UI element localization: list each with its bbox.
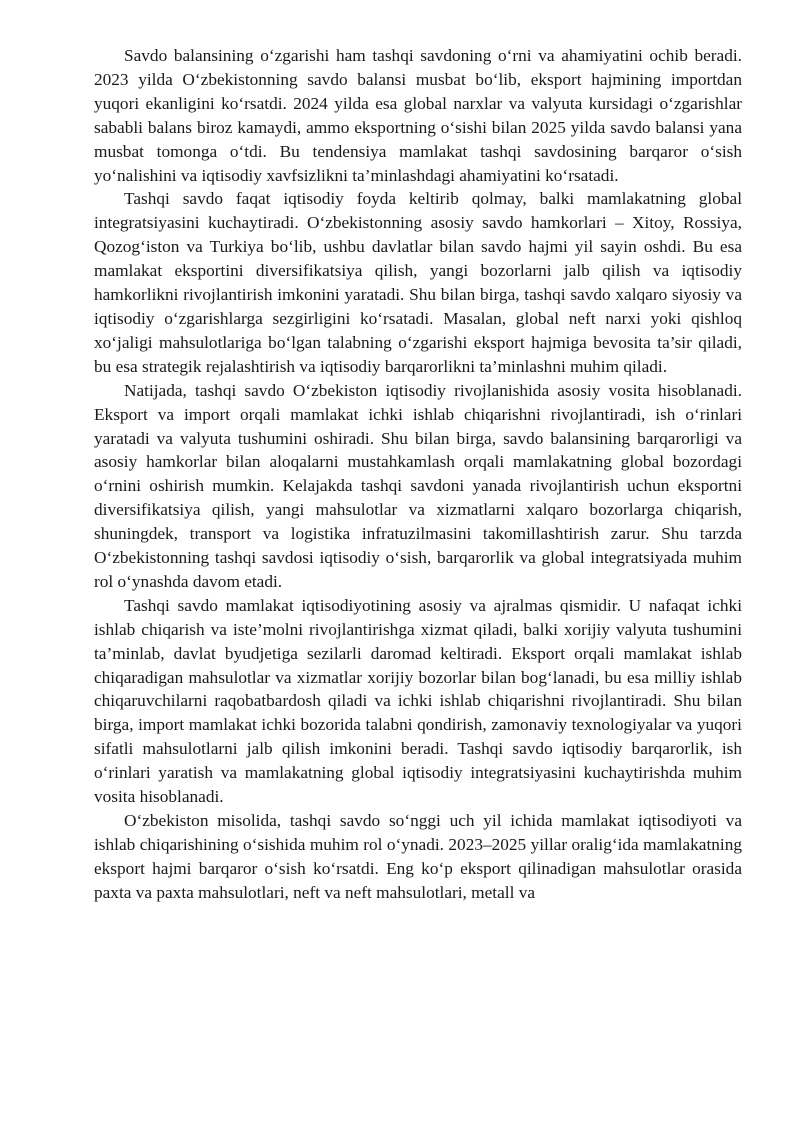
paragraph: Tashqi savdo mamlakat iqtisodiyotining asosiy va ajralmas qismidir. U nafaqat ichki ishlab chiqarish va iste’molni rivojlantirishga xizmat qiladi, balki xorijiy valyuta tushumini ta’minlab, davlat byudjetiga sezilarli daromad keltiradi. Eksport orqali mamlakat ishlab chiqaradigan mahsulotlar va xizmatlar xorijiy bozorlar bilan bog‘lanadi, bu esa milliy ishlab chiqaruvchilarni raqobatbardosh qiladi va ichki ishlab chiqarishni rivojlantiradi. Shu bilan birga, import mamlakat ichki bozorida talabni qondirish, zamonaviy texnologiyalar va yuqori sifatli mahsulotlarni jalb qilish imkonini beradi. Tashqi savdo iqtisodiy barqarorlik, ish o‘rinlari yaratish va mamlakatning global iqtisodiy integratsiyasini kuchaytirishda muhim vosita hisoblanadi. xyxy=(94,595,742,807)
paragraph: Tashqi savdo faqat iqtisodiy foyda keltirib qolmay, balki mamlakatning global integratsiyasini kuchaytiradi. O‘zbekistonning asosiy savdo hamkorlari – Xitoy, Rossiya, Qozog‘iston va Turkiya bo‘lib, ushbu davlatlar bilan savdo hajmi yil sayin oshdi. Bu esa mamlakat eksportini diversifikatsiya qilish, yangi bozorlarni jalb qilish va iqtisodiy hamkorlikni rivojlantirish imkonini yaratadi. Shu bilan birga, tashqi savdo xalqaro siyosiy va iqtisodiy o‘zgarishlarga sezgirligini ko‘rsatadi. Masalan, global neft narxi yoki qishloq xo‘jaligi mahsulotlariga bo‘lgan talabning o‘zgarishi eksport hajmiga bevosita ta’sir qiladi, bu esa strategik rejalashtirish va iqtisodiy barqarorlikni ta’minlashni muhim qiladi. xyxy=(94,189,742,376)
paragraph: Savdo balansining o‘zgarishi ham tashqi savdoning o‘rni va ahamiyatini ochib beradi. 2023 yilda O‘zbekistonning savdo balansi musbat bo‘lib, eksport hajmining importdan yuqori ekanligini ko‘rsatdi. 2024 yilda esa global narxlar va valyuta kursidagi o‘zgarishlar sababli balans biroz kamaydi, ammo eksportning o‘sishi bilan 2025 yilda savdo balansi yana musbat tomonga o‘tdi. Bu tendensiya mamlakat tashqi savdosining barqaror o‘sish yo‘nalishini va iqtisodiy xavfsizlikni ta’minlashdagi ahamiyatini ko‘rsatadi. xyxy=(94,46,742,185)
document-page xyxy=(94,44,742,905)
paragraph: Natijada, tashqi savdo O‘zbekiston iqtisodiy rivojlanishida asosiy vosita hisoblanadi. Eksport va import orqali mamlakat ichki ishlab chiqarishni rivojlantiradi, ish o‘rinlari yaratadi va valyuta tushumini oshiradi. Shu bilan birga, savdo balansining barqarorligi va asosiy hamkorlar bilan aloqalarni mustahkamlash orqali mamlakatning global bozordagi o‘rnini oshirish mumkin. Kelajakda tashqi savdoni yanada rivojlantirish uchun eksportni diversifikatsiya qilish, yangi mahsulotlar va xizmatlarni xalqaro bozorlarga chiqarish, shuningdek, transport va logistika infratuzilmasini takomillashtirish zarur. Shu tarzda O‘zbekistonning tashqi savdosi iqtisodiy o‘sish, barqarorlik va global integratsiyada muhim rol o‘ynashda davom etadi. xyxy=(94,380,742,591)
paragraph: O‘zbekiston misolida, tashqi savdo so‘nggi uch yil ichida mamlakat iqtisodiyoti va ishlab chiqarishining o‘sishida muhim rol o‘ynadi. 2023–2025 yillar oralig‘ida mamlakatning eksport hajmi barqaror o‘sish ko‘rsatdi. Eng ko‘p eksport qilinadigan mahsulotlar orasida paxta va paxta mahsulotlari, neft va neft mahsulotlari, metall va xyxy=(94,811,742,902)
